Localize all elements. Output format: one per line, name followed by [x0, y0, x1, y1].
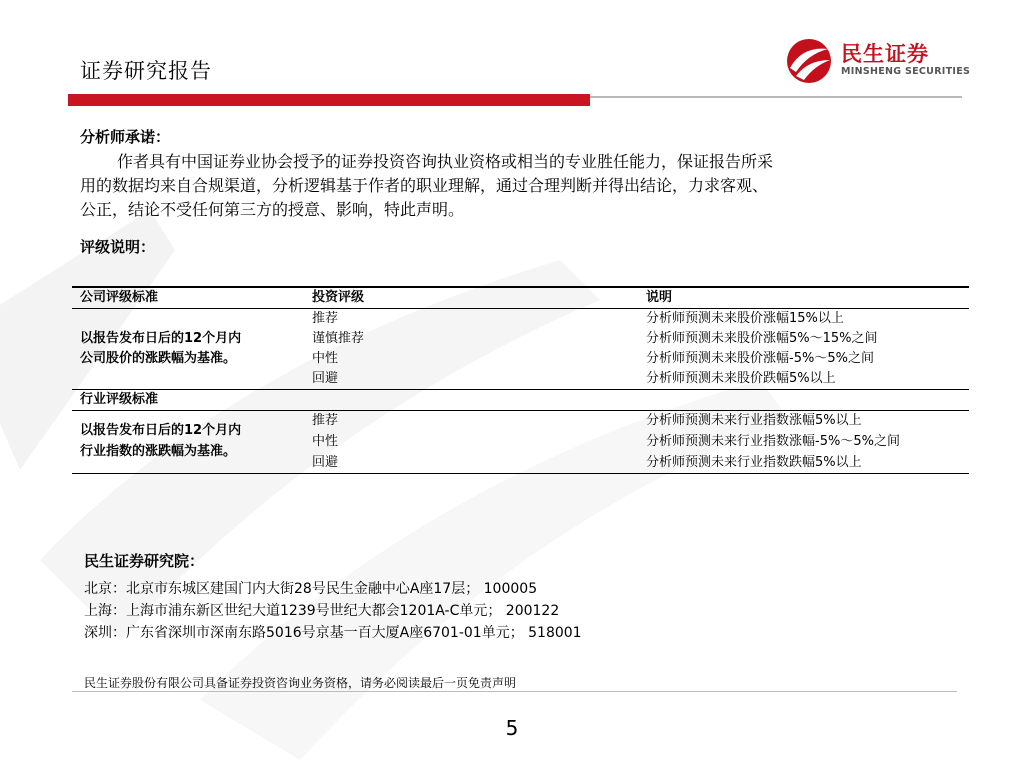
industry-rating-desc: 分析师预测未来行业指数涨幅5%以上: [646, 413, 862, 428]
company-rating-desc: 分析师预测未来股价跌幅5%以上: [646, 371, 836, 386]
section-rule: [72, 389, 969, 390]
promise-line: 作者具有中国证券业协会授予的证券投资咨询执业资格或相当的专业胜任能力，保证报告所采: [117, 152, 774, 171]
industry-rating-desc: 分析师预测未来行业指数跌幅5%以上: [646, 455, 862, 470]
logo-text-en: MINSHENG SECURITIES: [841, 66, 971, 77]
page-number: 5: [505, 716, 519, 740]
company-standard-line: 以报告发布日后的12个月内: [80, 331, 242, 346]
header-red-bar: [68, 94, 590, 106]
company-rating: 中性: [312, 351, 339, 366]
report-header-title: 证券研究报告: [80, 59, 212, 83]
industry-rating-desc: 分析师预测未来行业指数涨幅-5%～5%之间: [646, 434, 900, 449]
footer-divider: [72, 691, 957, 692]
industry-rating: 回避: [312, 455, 339, 470]
company-logo: [786, 36, 976, 84]
address-shanghai: 上海：上海市浦东新区世纪大道1239号世纪大都会1201A-C单元； 200122: [84, 603, 560, 619]
company-rating-desc: 分析师预测未来股价涨幅-5%～5%之间: [646, 351, 874, 366]
industry-standard-label: 行业评级标准: [80, 392, 159, 407]
company-rating-desc: 分析师预测未来股价涨幅5%～15%之间: [646, 331, 878, 346]
rating-heading: 评级说明：: [80, 238, 156, 256]
address-shenzhen: 深圳：广东省深圳市深南东路5016号京基一百大厦A座6701-01单元； 518001: [84, 625, 582, 641]
company-rating: 谨慎推荐: [312, 331, 365, 346]
promise-line: 公正，结论不受任何第三方的授意、影响，特此声明。: [80, 200, 465, 219]
logo-text-cn: 民生证券: [841, 42, 929, 66]
column-header-rating: 投资评级: [312, 290, 365, 305]
table-top-rule: [72, 286, 969, 288]
analyst-promise-heading: 分析师承诺：: [80, 128, 171, 146]
analyst-promise-text: [80, 150, 950, 222]
company-rating: 推荐: [312, 311, 339, 326]
company-rating: 回避: [312, 371, 339, 386]
footer-disclaimer: 民生证券股份有限公司具备证券投资咨询业务资格，请务必阅读最后一页免责声明: [84, 676, 517, 690]
column-header-company-standard: 公司评级标准: [80, 290, 159, 305]
header-divider: [590, 96, 962, 98]
industry-rating: 中性: [312, 434, 339, 449]
company-rating-desc: 分析师预测未来股价涨幅15%以上: [646, 311, 844, 326]
promise-line: 用的数据均来自合规渠道，分析逻辑基于作者的职业理解，通过合理判断并得出结论，力求客观、: [80, 176, 769, 195]
column-header-description: 说明: [646, 290, 673, 305]
industry-standard-line: 以报告发布日后的12个月内: [80, 423, 242, 438]
industry-rating: 推荐: [312, 413, 339, 428]
company-standard-line: 公司股价的涨跌幅为基准。: [80, 351, 237, 366]
table-bottom-rule: [72, 473, 969, 474]
institute-heading: 民生证券研究院：: [84, 552, 205, 570]
industry-standard-line: 行业指数的涨跌幅为基准。: [80, 444, 237, 459]
minsheng-logo-icon: [786, 38, 834, 84]
address-beijing: 北京：北京市东城区建国门内大街28号民生金融中心A座17层； 100005: [84, 581, 538, 597]
